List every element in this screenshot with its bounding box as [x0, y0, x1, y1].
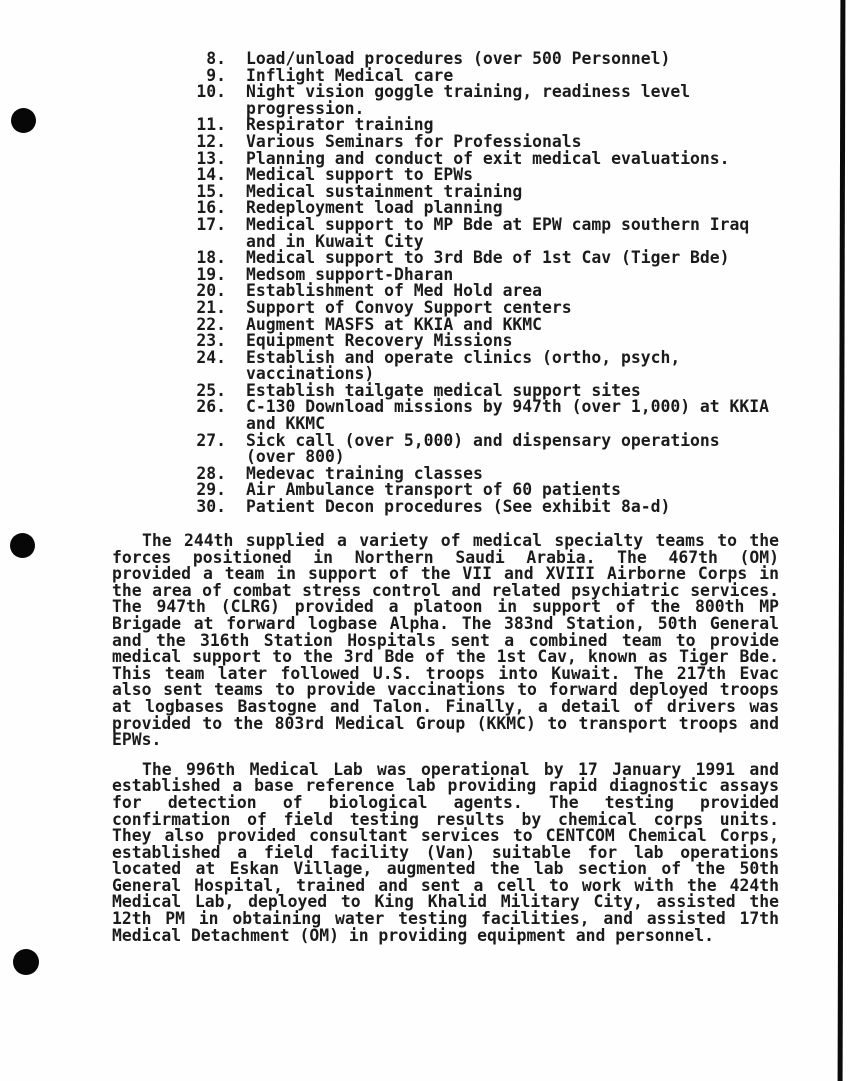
list-item	[190, 347, 769, 384]
paragraph-line: They also provided consultant services to CENTCOM Chemical Corps,	[112, 826, 779, 846]
paragraph-line: also sent teams to provide vaccinations to forward deployed troops	[112, 680, 779, 700]
paragraph-line: provided a team in support of the VII and XVIII Airborne Corps in	[112, 564, 779, 584]
list-item-number: 23.	[196, 331, 226, 351]
list-item-line: Medevac training classes	[246, 463, 483, 483]
list-item-line: Medsom support-Dharan	[246, 264, 454, 284]
paragraph-line: Medical Detachment (OM) in providing equipment and personnel.	[112, 925, 714, 945]
list-item-line: Respirator training	[246, 115, 434, 135]
list-item-number: 9.	[206, 65, 226, 85]
list-item-line: Augment MASFS at KKIA and KKMC	[246, 314, 543, 334]
list-item-text	[246, 430, 720, 467]
list-item	[190, 214, 769, 251]
list-item-line: (over 800)	[246, 447, 345, 467]
list-item-line: Redeployment load planning	[246, 198, 503, 218]
paragraph-line: medical support to the 3rd Bde of the 1st Cav, known as Tiger Bde.	[112, 647, 779, 667]
hole-punch-middle-mark	[10, 533, 35, 558]
hole-punch-top-mark	[11, 108, 36, 133]
list-item	[190, 84, 769, 117]
list-item-text	[246, 214, 750, 251]
paragraph-line: Brigade at forward logbase Alpha. The 383nd Station, 50th General	[112, 613, 779, 633]
paragraph-line: established a base reference lab providing rapid diagnostic assays	[112, 776, 779, 796]
list-item-line: progression.	[246, 98, 365, 118]
paragraph-line: located at Eskan Village, augmented the lab section of the 50th	[112, 859, 779, 879]
list-item-number: 30.	[196, 497, 226, 517]
paragraph-line: at logbases Bastogne and Talon. Finally, a detail of drivers was	[112, 696, 779, 716]
paragraph-line: established a field facility (Van) suitable for lab operations	[112, 842, 779, 862]
list-item-line: Planning and conduct of exit medical evaluations.	[246, 148, 730, 168]
list-item-text	[246, 297, 572, 317]
list-item-line: Night vision goggle training, readiness level	[246, 82, 691, 102]
list-item-line: Air Ambulance transport of 60 patients	[246, 480, 621, 500]
paragraph-line: forces positioned in Northern Saudi Arabia. The 467th (OM)	[112, 547, 779, 567]
list-item-number: 16.	[196, 198, 226, 218]
list-item-number: 24.	[196, 347, 226, 367]
list-item-number: 27.	[196, 430, 226, 450]
list-item-line: Establish and operate clinics (ortho, psych,	[246, 347, 681, 367]
list-item-number: 25.	[196, 380, 226, 400]
list-item-number: 26.	[196, 397, 226, 417]
list-item-line: Equipment Recovery Missions	[246, 331, 513, 351]
paragraph-line: The 996th Medical Lab was operational by 17 January 1991 and	[142, 759, 779, 779]
numbered-list	[190, 51, 769, 516]
list-item-line: Various Seminars for Professionals	[246, 131, 582, 151]
list-item-number: 11.	[196, 115, 226, 135]
list-item	[190, 399, 769, 432]
list-item-line: Medical sustainment training	[246, 181, 523, 201]
list-item-line: Establish tailgate medical support sites	[246, 380, 641, 400]
list-item-number: 12.	[196, 131, 226, 151]
list-item-number: 15.	[196, 181, 226, 201]
list-item-line: Support of Convoy Support centers	[246, 297, 572, 317]
paragraph-line: EPWs.	[112, 730, 162, 750]
paragraph	[112, 533, 779, 749]
list-item-line: Medical support to 3rd Bde of 1st Cav (Tiger Bde)	[246, 248, 730, 268]
scan-edge-line	[838, 0, 846, 1081]
list-item-text	[246, 347, 681, 384]
list-item-line: Patient Decon procedures (See exhibit 8a-d)	[246, 497, 671, 517]
paragraph-line: 12th PM in obtaining water testing facilities, and assisted 17th	[112, 909, 779, 929]
list-item-line: Establishment of Med Hold area	[246, 281, 543, 301]
list-item-text	[246, 499, 670, 516]
list-item-number: 13.	[196, 148, 226, 168]
list-item-line: Medical support to MP Bde at EPW camp southern Iraq	[246, 214, 750, 234]
list-item	[190, 430, 769, 467]
list-item-number: 10.	[196, 82, 226, 102]
list-item-line: and KKMC	[246, 414, 325, 434]
list-item	[190, 297, 769, 317]
paragraph-line: for detection of biological agents. The testing provided	[112, 792, 779, 812]
list-item-text	[246, 399, 769, 432]
paragraph-line: and the 316th Station Hospitals sent a combined team to provide	[112, 630, 779, 650]
paragraph-line: Medical Lab, deployed to King Khalid Military City, assisted the	[112, 892, 779, 912]
paragraph-line: the area of combat stress control and related psychiatric services.	[112, 580, 779, 600]
list-item-number: 17.	[196, 214, 226, 234]
list-item-line: Load/unload procedures (over 500 Personnel)	[246, 49, 671, 68]
paragraph	[112, 759, 779, 945]
list-item-number: 8.	[206, 49, 226, 68]
paragraph-line: This team later followed U.S. troops into Kuwait. The 217th Evac	[112, 663, 779, 683]
list-item-number: 21.	[196, 297, 226, 317]
body-paragraphs	[112, 533, 779, 944]
list-item-line: Sick call (over 5,000) and dispensary operations	[246, 430, 720, 450]
list-item-number: 18.	[196, 248, 226, 268]
paragraph-line: provided to the 803rd Medical Group (KKMC) to transport troops and	[112, 713, 779, 733]
list-item	[190, 499, 769, 516]
list-item-number: 29.	[196, 480, 226, 500]
list-item-line: and in Kuwait City	[246, 231, 424, 251]
list-item-number: 28.	[196, 463, 226, 483]
list-item-line: Inflight Medical care	[246, 65, 454, 85]
list-item-number: 20.	[196, 281, 226, 301]
list-item-line: C-130 Download missions by 947th (over 1,000) at KKIA	[246, 397, 770, 417]
list-item-line: Medical support to EPWs	[246, 165, 473, 185]
hole-punch-bottom-mark	[13, 949, 39, 975]
paragraph-line: confirmation of field testing results by chemical corps units.	[112, 809, 779, 829]
paragraph-line: The 947th (CLRG) provided a platoon in support of the 800th MP	[112, 597, 779, 617]
list-item-text	[246, 84, 690, 117]
paragraph-line: The 244th supplied a variety of medical specialty teams to the	[142, 531, 779, 550]
list-item-line: vaccinations)	[246, 364, 375, 384]
list-item-number: 14.	[196, 165, 226, 185]
paragraph-line: General Hospital, trained and sent a cell to work with the 424th	[112, 875, 779, 895]
list-item-number: 19.	[196, 264, 226, 284]
list-item-number: 22.	[196, 314, 226, 334]
